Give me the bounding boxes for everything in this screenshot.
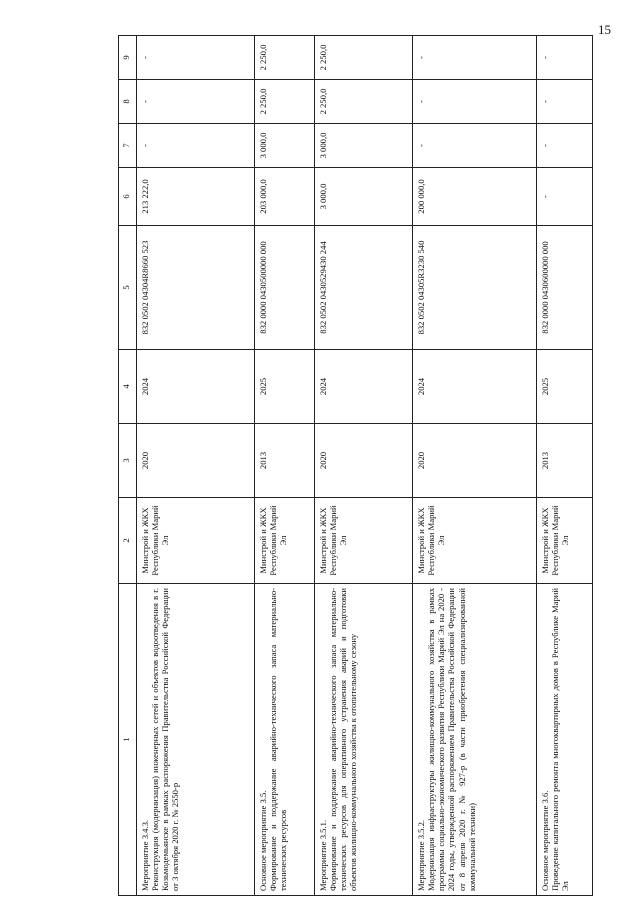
amount-cell-8: - bbox=[413, 80, 537, 124]
program-activities-table bbox=[118, 35, 593, 896]
activity-cell bbox=[255, 584, 315, 896]
rotated-table-sheet bbox=[118, 36, 618, 896]
start-year-cell: 2020 bbox=[137, 424, 255, 498]
header-row bbox=[119, 36, 137, 896]
activity-title: Мероприятие 3.5.2. bbox=[416, 819, 426, 891]
start-year-cell: 2013 bbox=[255, 424, 315, 498]
activity-title: Мероприятие 3.4.3. bbox=[140, 819, 150, 891]
budget-code-cell: 832 0502 04305R3230 540 bbox=[413, 226, 537, 350]
end-year-cell: 2025 bbox=[255, 350, 315, 424]
col-header-6: 6 bbox=[119, 168, 137, 226]
page-number: 15 bbox=[598, 22, 611, 37]
amount-cell-6: 200 000,0 bbox=[413, 168, 537, 226]
amount-cell-9: - bbox=[137, 36, 255, 80]
amount-cell-8: 2 250,0 bbox=[315, 80, 413, 124]
amount-cell-9: 2 250,0 bbox=[255, 36, 315, 80]
activity-title: Основное мероприятие 3.5. bbox=[258, 790, 268, 891]
col-header-7: 7 bbox=[119, 124, 137, 168]
budget-code-cell: 832 0000 0430600000 000 bbox=[537, 226, 593, 350]
activity-cell bbox=[137, 584, 255, 896]
table-row bbox=[315, 36, 413, 896]
activity-cell bbox=[537, 584, 593, 896]
end-year-cell: 2025 bbox=[537, 350, 593, 424]
activity-cell bbox=[315, 584, 413, 896]
activity-description: Реконструкция (модернизация) инженерных сетей и объектов водоотведения в г. Козьмодемьянске в рамках распоряжения Правительства Российской Федерации от 3 октября 2020 г. № 2550-р bbox=[150, 588, 181, 891]
amount-cell-6: 213 222,0 bbox=[137, 168, 255, 226]
col-header-5: 5 bbox=[119, 226, 137, 350]
activity-title: Мероприятие 3.5.1. bbox=[318, 819, 328, 891]
amount-cell-6: 203 000,0 bbox=[255, 168, 315, 226]
col-header-8: 8 bbox=[119, 80, 137, 124]
amount-cell-6: 3 000,0 bbox=[315, 168, 413, 226]
executor-cell: Минстрой и ЖКХ Республики Марий Эл bbox=[413, 498, 537, 584]
col-header-4: 4 bbox=[119, 350, 137, 424]
budget-code-cell: 832 0000 0430500000 000 bbox=[255, 226, 315, 350]
activity-description: Формирование и поддержание аварийно-технического запаса материально-технических ресурсов для оперативного устранения аварий и подготовки объектов жилищно-коммунального хозяйства к отопительному сезону bbox=[328, 588, 359, 891]
executor-cell: Минстрой и ЖКХ Республики Марий Эл bbox=[137, 498, 255, 584]
col-header-1: 1 bbox=[119, 584, 137, 896]
amount-cell-9: 2 250,0 bbox=[315, 36, 413, 80]
table-row bbox=[137, 36, 255, 896]
activity-title: Основное мероприятие 3.6. bbox=[540, 790, 550, 891]
end-year-cell: 2024 bbox=[413, 350, 537, 424]
activity-description: Формирование и поддержание аварийно-технического запаса материально-технических ресурсов bbox=[268, 588, 289, 891]
amount-cell-7: 3 000,0 bbox=[315, 124, 413, 168]
col-header-9: 9 bbox=[119, 36, 137, 80]
budget-code-cell: 832 0502 0430529430 244 bbox=[315, 226, 413, 350]
start-year-cell: 2013 bbox=[537, 424, 593, 498]
amount-cell-6: - bbox=[537, 168, 593, 226]
budget-code-cell: 832 0502 04304R8660 523 bbox=[137, 226, 255, 350]
table-row bbox=[255, 36, 315, 896]
table-row bbox=[537, 36, 593, 896]
executor-cell: Минстрой и ЖКХ Республики Марий Эл bbox=[537, 498, 593, 584]
amount-cell-7: - bbox=[413, 124, 537, 168]
end-year-cell: 2024 bbox=[137, 350, 255, 424]
activity-description: Проведение капитального ремонта многоквартирных домов в Республике Марий Эл bbox=[550, 588, 571, 891]
col-header-2: 2 bbox=[119, 498, 137, 584]
table-row bbox=[413, 36, 537, 896]
start-year-cell: 2020 bbox=[315, 424, 413, 498]
amount-cell-8: 2 250,0 bbox=[255, 80, 315, 124]
activity-cell bbox=[413, 584, 537, 896]
amount-cell-7: 3 000,0 bbox=[255, 124, 315, 168]
col-header-3: 3 bbox=[119, 424, 137, 498]
amount-cell-9: - bbox=[413, 36, 537, 80]
executor-cell: Минстрой и ЖКХ Республики Марий Эл bbox=[315, 498, 413, 584]
executor-cell: Минстрой и ЖКХ Республики Марий Эл bbox=[255, 498, 315, 584]
amount-cell-8: - bbox=[137, 80, 255, 124]
end-year-cell: 2024 bbox=[315, 350, 413, 424]
amount-cell-9: - bbox=[537, 36, 593, 80]
amount-cell-7: - bbox=[137, 124, 255, 168]
start-year-cell: 2020 bbox=[413, 424, 537, 498]
amount-cell-7: - bbox=[537, 124, 593, 168]
amount-cell-8: - bbox=[537, 80, 593, 124]
activity-description: Модернизация инфраструктуры жилищно-коммунального хозяйства в рамках программы социально-экономического развития Республики Марий Эл на 2020 - 2024 годы, утвержденной распоряжением Правительства Российской Федерации от 8 апреля 2020 г. № 927-р (в части приобретения специализированной коммунальной техники) bbox=[426, 588, 477, 891]
